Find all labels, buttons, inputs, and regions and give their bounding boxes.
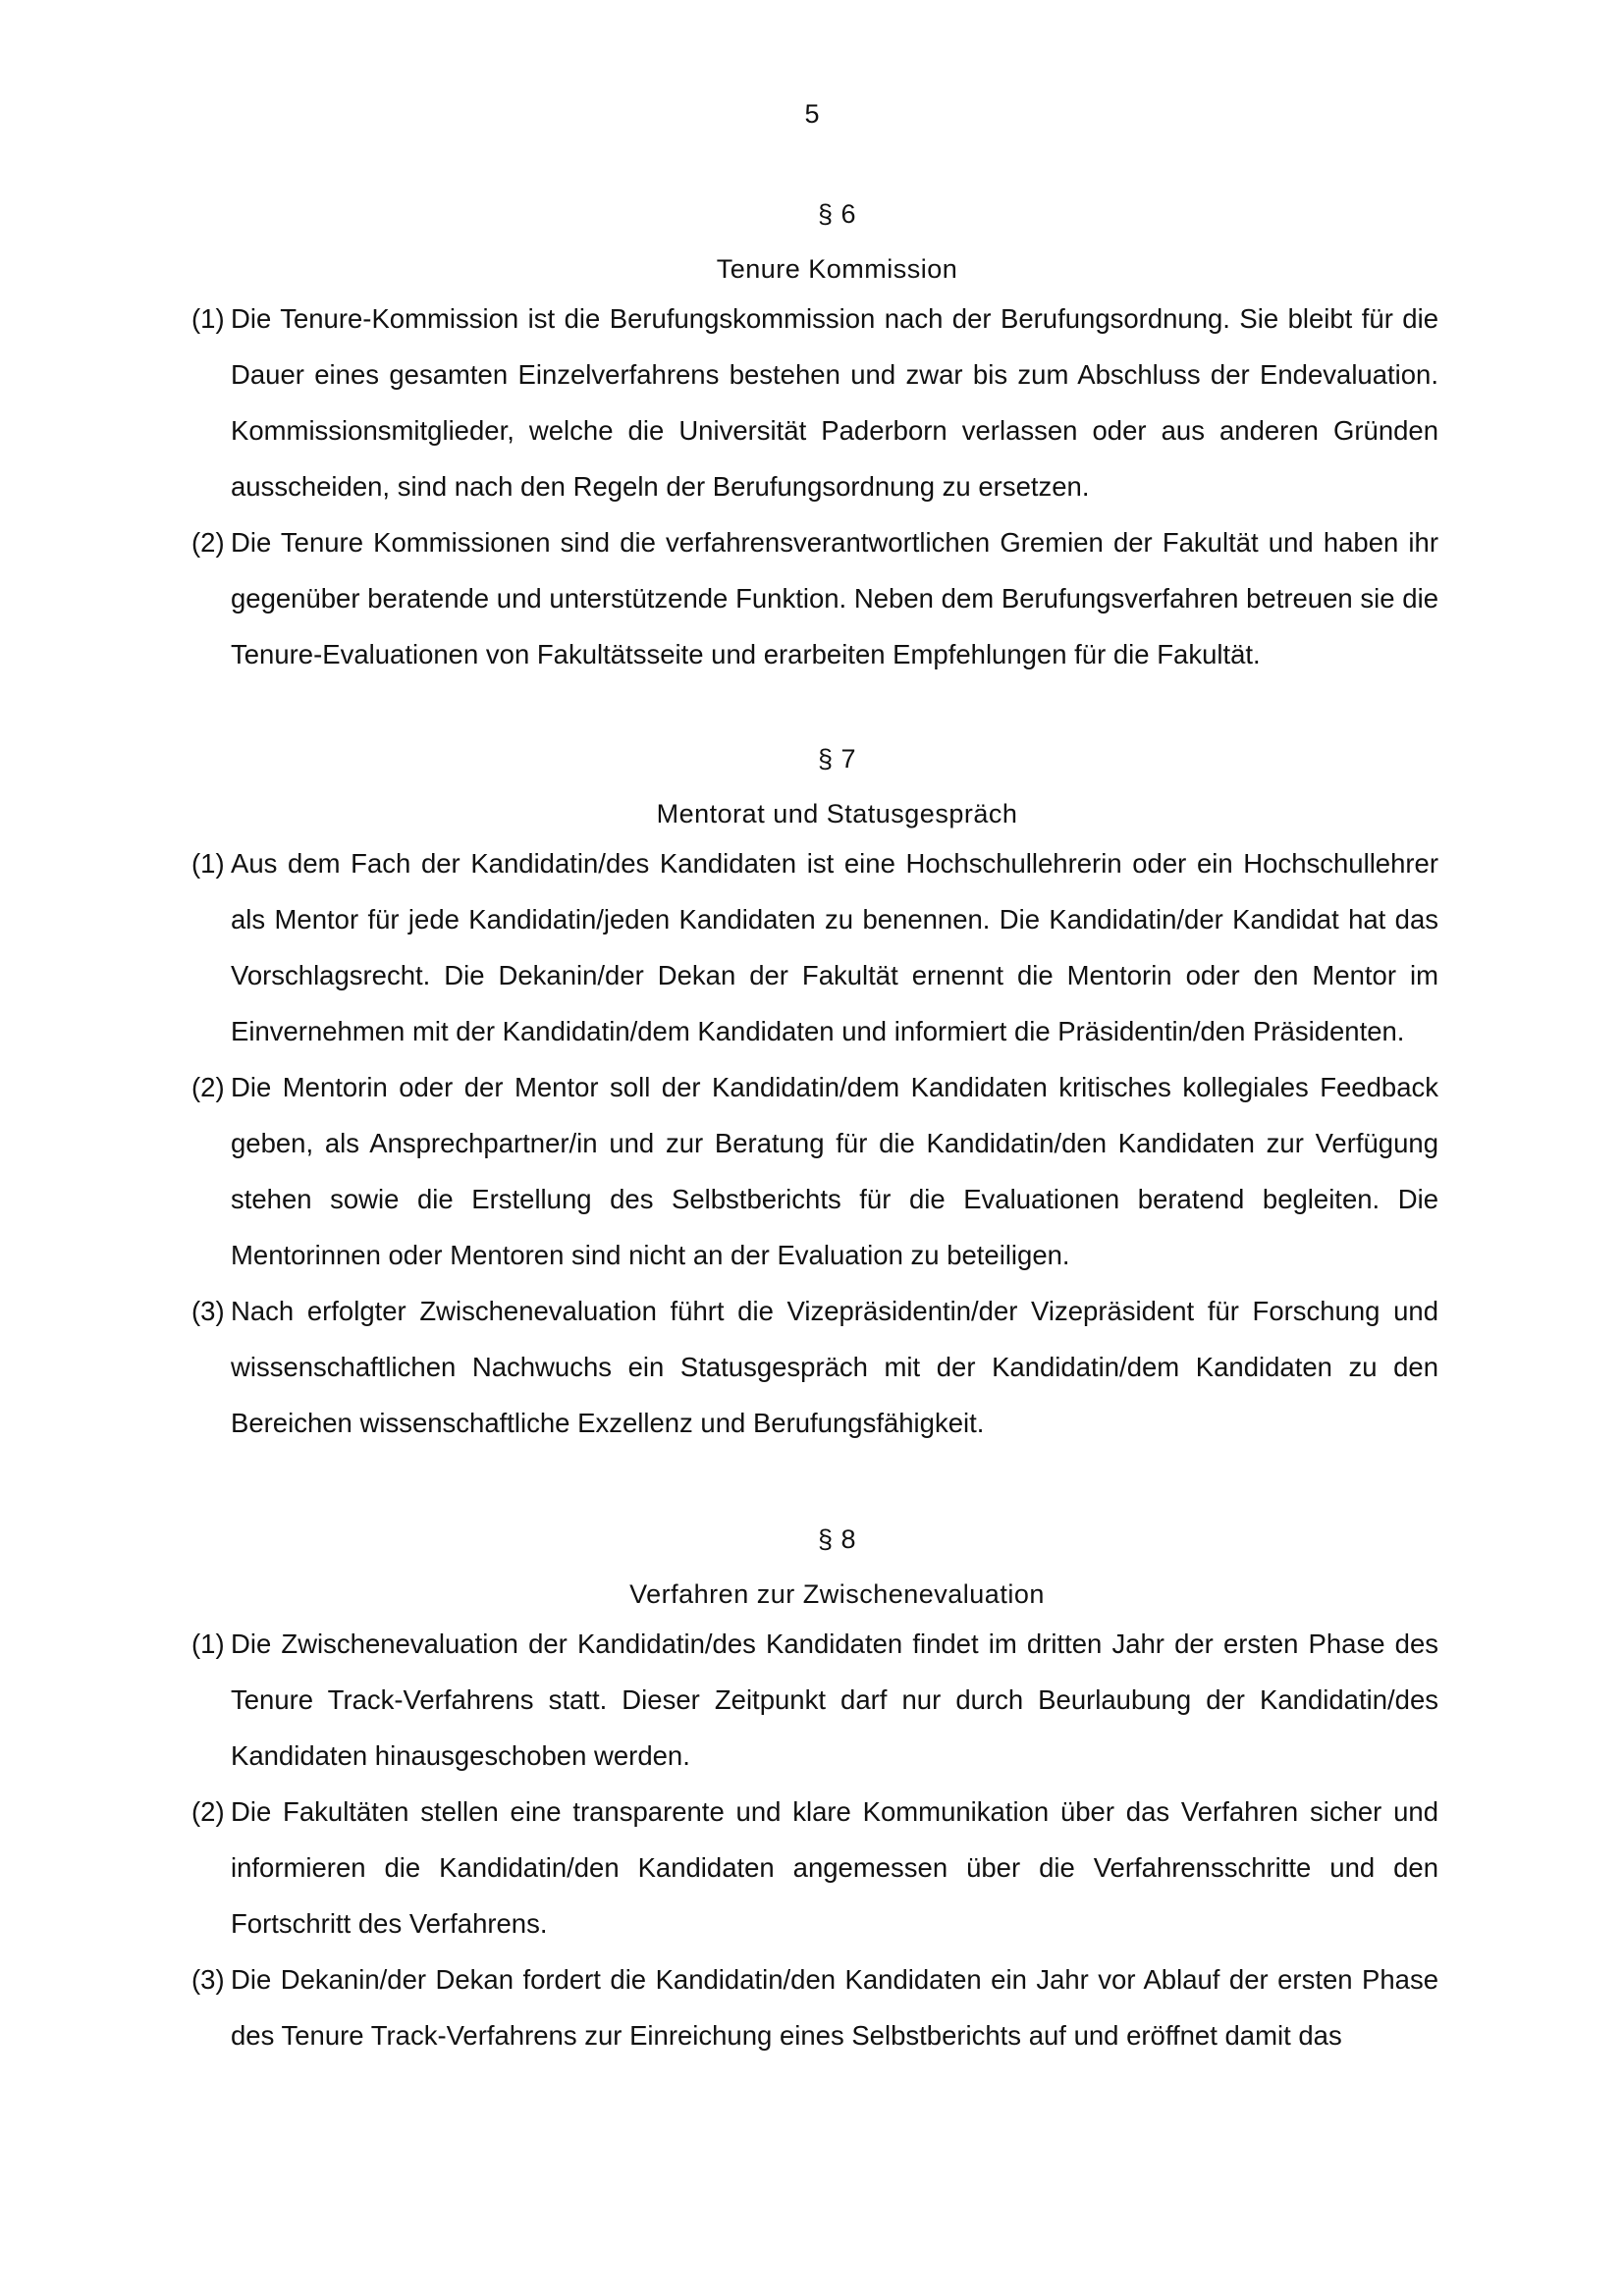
paragraph-number: (3) xyxy=(191,1296,225,1326)
page-number: 5 xyxy=(804,99,820,129)
section-symbol: § 6 xyxy=(817,199,857,229)
paragraph-text: Die Mentorin oder der Mentor soll der Kandidatin/dem Kandidaten kritisches kollegiales Feedback geben, als Ansprechpartner/in und zur Beratung für die Kandidatin/den Kandidaten zur Verfügung stehen sowie die Erstellung des Selbstberichts für die Evaluationen beratend begleiten. Die Mentorinnen oder Mentoren sind nicht an der Evaluation zu beteiligen. xyxy=(231,1072,1438,1270)
section-gap xyxy=(191,1451,1438,1510)
section-gap xyxy=(191,682,1438,729)
section-symbol: § 8 xyxy=(817,1524,857,1554)
paragraph-text: Nach erfolgter Zwischenevaluation führt die Vizepräsidentin/der Vizepräsident für Forschung und wissenschaftlichen Nachwuchs ein Statusgespräch mit der Kandidatin/dem Kandidaten zu den Bereichen wissenschaftliche Exzellenz und Berufungsfähigkeit. xyxy=(231,1296,1438,1438)
paragraph-text: Die Dekanin/der Dekan fordert die Kandidatin/den Kandidaten ein Jahr vor Ablauf der ersten Phase des Tenure Track-Verfahrens zur Einreichung eines Selbstberichts auf und eröffnet damit das xyxy=(231,1964,1438,2051)
paragraph xyxy=(191,1283,1438,1451)
paragraph xyxy=(191,514,1438,682)
section-title: Verfahren zur Zwischenevaluation xyxy=(629,1579,1045,1609)
document-body xyxy=(191,185,1438,2063)
paragraph-text: Aus dem Fach der Kandidatin/des Kandidaten ist eine Hochschullehrerin oder ein Hochschullehrer als Mentor für jede Kandidatin/jeden Kandidaten zu benennen. Die Kandidatin/der Kandidat hat das Vorschlagsrecht. Die Dekanin/der Dekan der Fakultät ernennt die Mentorin oder den Mentor im Einvernehmen mit der Kandidatin/dem Kandidaten und informiert die Präsidentin/den Präsidenten. xyxy=(231,848,1438,1046)
section-8 xyxy=(191,1520,1438,2063)
paragraph xyxy=(191,291,1438,514)
paragraph-number: (2) xyxy=(191,1796,225,1827)
section-6 xyxy=(191,194,1438,682)
paragraph-text: Die Tenure-Kommission ist die Berufungskommission nach der Berufungsordnung. Sie bleibt für die Dauer eines gesamten Einzelverfahrens bestehen und zwar bis zum Abschluss der Endevaluation. Kommissionsmitglieder, welche die Universität Paderborn verlassen oder aus anderen Gründen ausscheiden, sind nach den Regeln der Berufungsordnung zu ersetzen. xyxy=(231,303,1438,502)
section-symbol: § 7 xyxy=(817,744,857,774)
paragraph xyxy=(191,835,1438,1059)
paragraph-number: (2) xyxy=(191,527,225,558)
section-7 xyxy=(191,739,1438,1451)
paragraph xyxy=(191,1951,1438,2063)
paragraph xyxy=(191,1616,1438,1784)
paragraph xyxy=(191,1784,1438,1951)
paragraph-number: (1) xyxy=(191,848,225,879)
section-title: Tenure Kommission xyxy=(716,254,958,284)
paragraph-number: (3) xyxy=(191,1964,225,1995)
paragraph-number: (1) xyxy=(191,1629,225,1659)
paragraph xyxy=(191,1059,1438,1283)
paragraph-text: Die Zwischenevaluation der Kandidatin/des Kandidaten findet im dritten Jahr der ersten Phase des Tenure Track-Verfahrens statt. Dieser Zeitpunkt darf nur durch Beurlaubung der Kandidatin/des Kandidaten hinausgeschoben werden. xyxy=(231,1629,1438,1771)
paragraph-text: Die Fakultäten stellen eine transparente und klare Kommunikation über das Verfahren sicher und informieren die Kandidatin/den Kandidaten angemessen über die Verfahrensschritte und den Fortschritt des Verfahrens. xyxy=(231,1796,1438,1939)
section-title: Mentorat und Statusgespräch xyxy=(656,799,1018,828)
paragraph-text: Die Tenure Kommissionen sind die verfahrensverantwortlichen Gremien der Fakultät und haben ihr gegenüber beratende und unterstützende Funktion. Neben dem Berufungsverfahren betreuen sie die Tenure-Evaluationen von Fakultätsseite und erarbeiten Empfehlungen für die Fakultät. xyxy=(231,527,1438,669)
paragraph-number: (1) xyxy=(191,303,225,334)
paragraph-number: (2) xyxy=(191,1072,225,1102)
